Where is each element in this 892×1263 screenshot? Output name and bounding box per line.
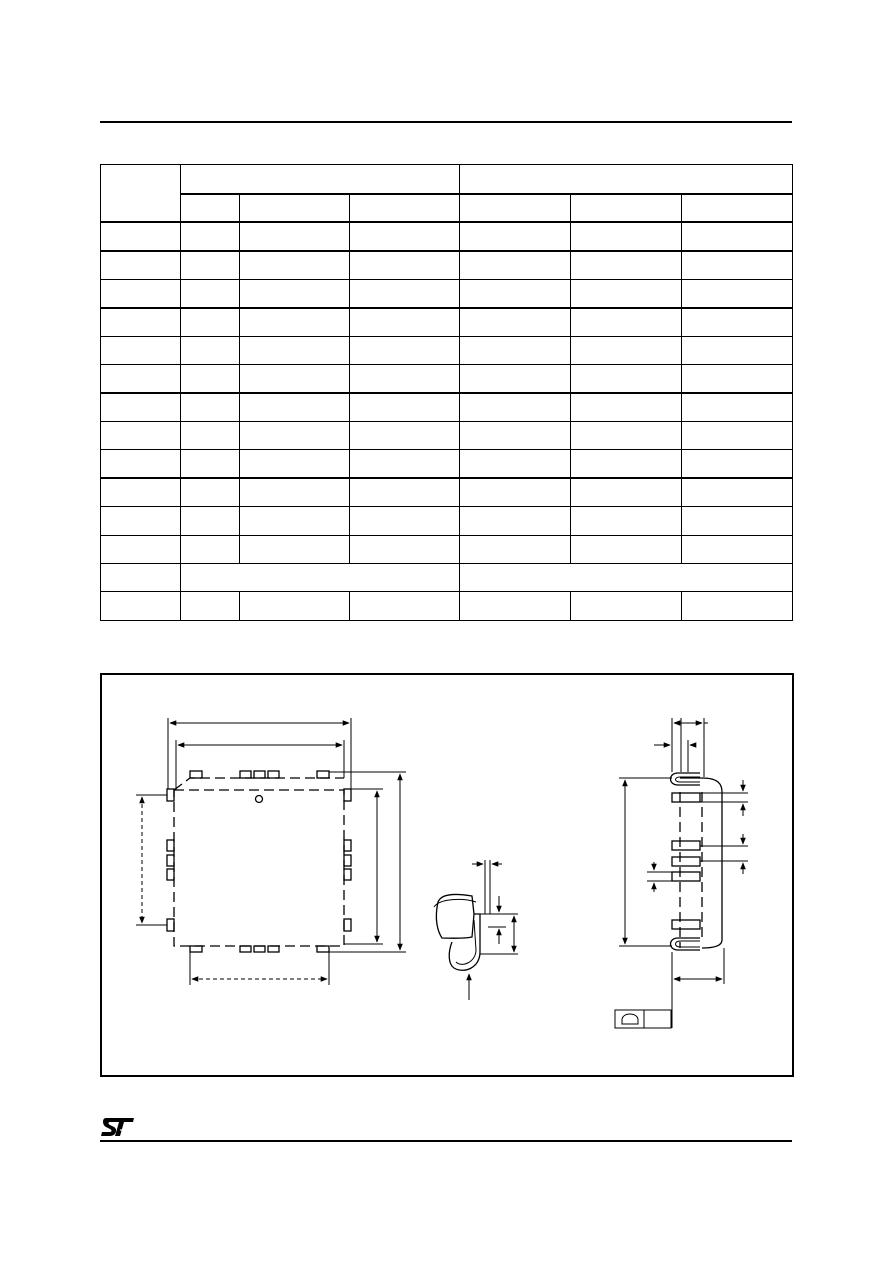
table-header-row-2 [101, 194, 793, 222]
header-rule [100, 121, 792, 123]
table-header-group-2 [460, 165, 793, 195]
table-row [101, 478, 793, 506]
table-row [101, 535, 793, 563]
package-side-view-icon [619, 718, 748, 1028]
table-row [101, 592, 793, 621]
table-row [101, 308, 793, 336]
table-row [101, 222, 793, 250]
table-row [101, 279, 793, 307]
table-row [101, 393, 793, 421]
dimensions-table [100, 164, 793, 621]
table-row [101, 251, 793, 279]
table-header-dim [101, 165, 181, 223]
footer-rule [100, 1140, 792, 1142]
package-drawing-frame [100, 673, 794, 1077]
table-row [101, 507, 793, 535]
datum-symbol-icon [615, 1010, 671, 1028]
package-drawing [102, 675, 792, 1075]
package-top-view-icon [136, 718, 406, 985]
table-header-row-1 [101, 165, 793, 195]
st-logo-icon [100, 1116, 136, 1138]
table-row [101, 365, 793, 393]
table-row [101, 421, 793, 449]
table-row [101, 450, 793, 478]
table-row [101, 336, 793, 364]
lead-detail-view-icon [434, 860, 518, 1000]
table-header-group-1 [181, 165, 460, 195]
table-row-merged [101, 564, 793, 592]
